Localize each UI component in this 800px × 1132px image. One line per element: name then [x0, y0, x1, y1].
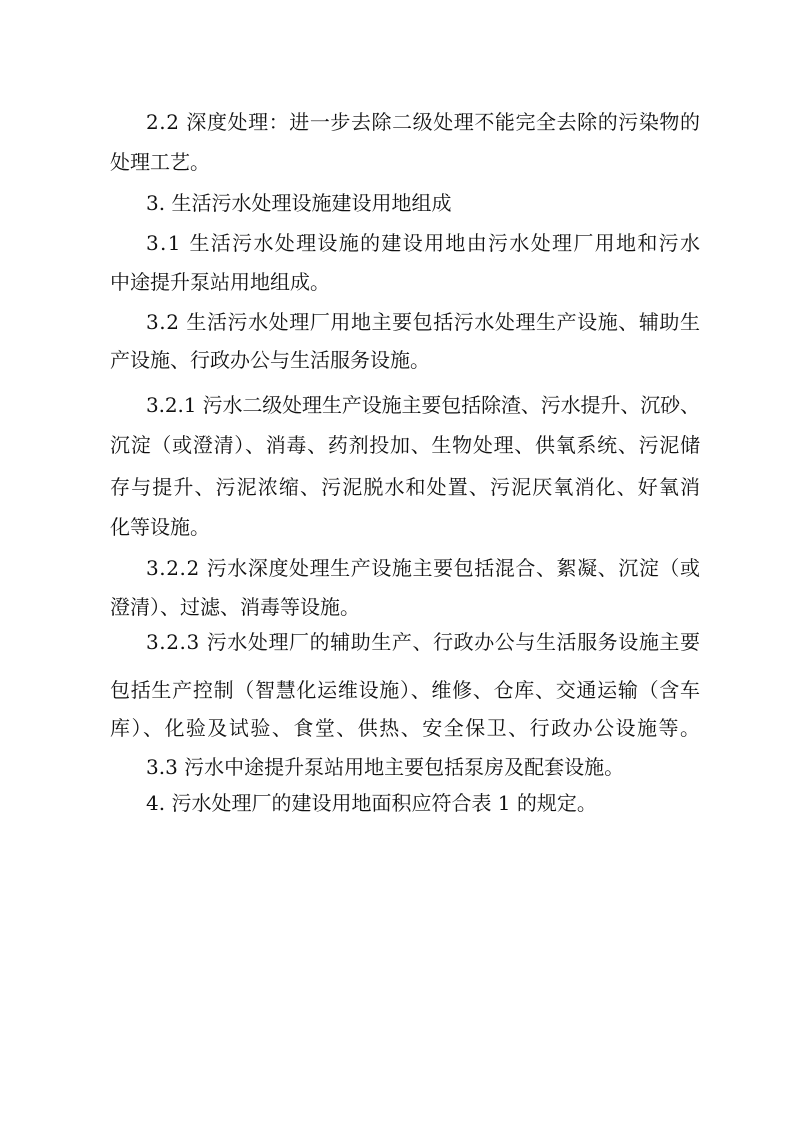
text-line: 沉淀（或澄清）、消毒、药剂投加、生物处理、供氧系统、污泥储 — [110, 433, 701, 457]
text-line: 3.1 生活污水处理设施的建设用地由污水处理厂用地和污水 — [146, 231, 702, 255]
text-line: 3.2.2 污水深度处理生产设施主要包括混合、絮凝、沉淀（或 — [146, 556, 701, 580]
text-line: 3. 生活污水处理设施建设用地组成 — [146, 191, 452, 215]
text-line: 2.2 深度处理：进一步去除二级处理不能完全去除的污染物的 — [146, 110, 701, 134]
text-line: 3.2 生活污水处理厂用地主要包括污水处理生产设施、辅助生 — [146, 310, 701, 334]
text-line: 化等设施。 — [110, 515, 210, 539]
text-line: 3.3 污水中途提升泵站用地主要包括泵房及配套设施。 — [146, 755, 625, 779]
text-line: 产设施、行政办公与生活服务设施。 — [110, 348, 430, 372]
text-line: 中途提升泵站用地组成。 — [110, 270, 330, 294]
text-line: 3.2.3 污水处理厂的辅助生产、行政办公与生活服务设施主要 — [146, 630, 701, 654]
text-line: 澄清）、过滤、消毒等设施。 — [110, 595, 360, 619]
text-line: 4. 污水处理厂的建设用地面积应符合表 1 的规定。 — [146, 791, 597, 815]
text-line: 库）、化验及试验、食堂、供热、安全保卫、行政办公设施等。 — [110, 716, 702, 740]
text-line: 存与提升、污泥浓缩、污泥脱水和处置、污泥厌氧消化、好氧消 — [110, 475, 702, 499]
text-line: 包括生产控制（智慧化运维设施）、维修、仓库、交通运输（含车 — [110, 678, 701, 702]
text-line: 3.2.1 污水二级处理生产设施主要包括除渣、污水提升、沉砂、 — [146, 393, 700, 417]
text-line: 处理工艺。 — [110, 150, 210, 174]
